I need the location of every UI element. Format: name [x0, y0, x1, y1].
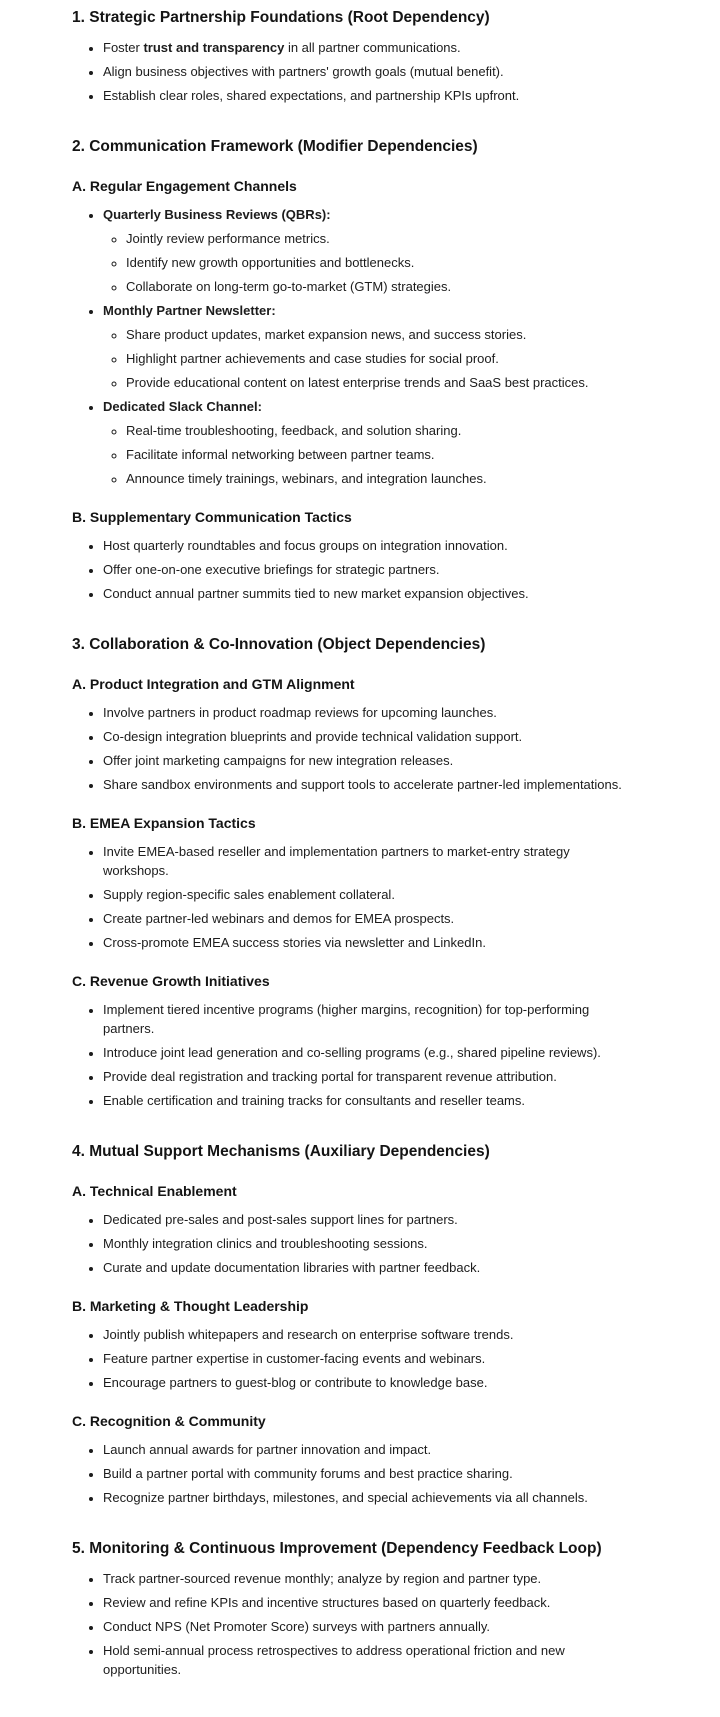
section-1-list	[72, 38, 648, 105]
section-2a-list	[72, 205, 648, 488]
list-item: • Co-design integration blueprints and provide technical validation support.	[103, 727, 648, 746]
list-item: • Host quarterly roundtables and focus groups on integration innovation.	[103, 536, 648, 555]
section-4c-list	[72, 1440, 648, 1507]
list-item-group	[103, 301, 648, 392]
sub-list-item: ◦ Share product updates, market expansion news, and success stories.	[126, 325, 648, 344]
bold-text: trust and transparency	[143, 40, 285, 55]
sub-list-item: ◦ Real-time troubleshooting, feedback, and solution sharing.	[126, 421, 648, 440]
list-item: • Establish clear roles, shared expectations, and partnership KPIs upfront.	[103, 86, 648, 105]
list-item: • Build a partner portal with community forums and best practice sharing.	[103, 1464, 648, 1483]
sub-list-item: ◦ Identify new growth opportunities and bottlenecks.	[126, 253, 648, 272]
list-item: • Encourage partners to guest-blog or contribute to knowledge base.	[103, 1373, 648, 1392]
list-item: • Track partner-sourced revenue monthly; analyze by region and partner type.	[103, 1569, 648, 1588]
section-4c-heading: C. Recognition & Community	[72, 1413, 266, 1429]
sub-list-item: ◦ Announce timely trainings, webinars, and integration launches.	[126, 469, 648, 488]
list-item: • Involve partners in product roadmap reviews for upcoming launches.	[103, 703, 648, 722]
sub-list-item: ◦ Provide educational content on latest enterprise trends and SaaS best practices.	[126, 373, 648, 392]
list-item: • Dedicated pre-sales and post-sales support lines for partners.	[103, 1210, 648, 1229]
section-4b-list	[72, 1325, 648, 1392]
section-2b-heading: B. Supplementary Communication Tactics	[72, 509, 352, 525]
section-5-heading: 5. Monitoring & Continuous Improvement (Dependency Feedback Loop)	[72, 1540, 602, 1557]
section-4b-heading: B. Marketing & Thought Leadership	[72, 1298, 309, 1314]
list-item: • Share sandbox environments and support tools to accelerate partner-led implementations.	[103, 775, 648, 794]
sub-list-item: ◦ Jointly review performance metrics.	[126, 229, 648, 248]
section-5-list	[72, 1569, 648, 1679]
section-3c-heading: C. Revenue Growth Initiatives	[72, 973, 270, 989]
group-label: Monthly Partner Newsletter:	[103, 303, 276, 318]
section-3b-heading: B. EMEA Expansion Tactics	[72, 815, 256, 831]
section-3b-list	[72, 842, 648, 952]
list-item: • Launch annual awards for partner innovation and impact.	[103, 1440, 648, 1459]
list-item: • Feature partner expertise in customer-facing events and webinars.	[103, 1349, 648, 1368]
group-label: Quarterly Business Reviews (QBRs):	[103, 207, 331, 222]
section-1-heading: 1. Strategic Partnership Foundations (Root Dependency)	[72, 9, 490, 26]
list-item: • Offer joint marketing campaigns for new integration releases.	[103, 751, 648, 770]
list-item: • Provide deal registration and tracking portal for transparent revenue attribution.	[103, 1067, 648, 1086]
list-item: • Align business objectives with partners' growth goals (mutual benefit).	[103, 62, 648, 81]
sub-list-item: ◦ Highlight partner achievements and case studies for social proof.	[126, 349, 648, 368]
list-item: • Hold semi-annual process retrospectives to address operational friction and new opportunities.	[103, 1641, 623, 1679]
section-3-heading: 3. Collaboration & Co-Innovation (Object Dependencies)	[72, 636, 486, 653]
section-2a-heading: A. Regular Engagement Channels	[72, 178, 297, 194]
section-3a-heading: A. Product Integration and GTM Alignment	[72, 676, 355, 692]
list-item: • Conduct annual partner summits tied to new market expansion objectives.	[103, 584, 648, 603]
list-item-group	[103, 397, 648, 488]
sub-list-item: ◦ Facilitate informal networking between partner teams.	[126, 445, 648, 464]
list-item: • Introduce joint lead generation and co-selling programs (e.g., shared pipeline reviews).	[103, 1043, 648, 1062]
group-label: Dedicated Slack Channel:	[103, 399, 262, 414]
list-item: • Monthly integration clinics and troubleshooting sessions.	[103, 1234, 648, 1253]
sub-list	[103, 421, 648, 488]
section-4-heading: 4. Mutual Support Mechanisms (Auxiliary Dependencies)	[72, 1143, 490, 1160]
list-item-group	[103, 205, 648, 296]
list-item-text: in all partner communications.	[284, 40, 461, 55]
sub-list	[103, 325, 648, 392]
list-item: • Cross-promote EMEA success stories via newsletter and LinkedIn.	[103, 933, 648, 952]
list-item: • Supply region-specific sales enablement collateral.	[103, 885, 648, 904]
sub-list	[103, 229, 648, 296]
section-3a-list	[72, 703, 648, 794]
list-item: • Review and refine KPIs and incentive structures based on quarterly feedback.	[103, 1593, 648, 1612]
list-item: • Curate and update documentation libraries with partner feedback.	[103, 1258, 648, 1277]
section-2-heading: 2. Communication Framework (Modifier Dependencies)	[72, 138, 478, 155]
section-3c-list	[72, 1000, 648, 1110]
list-item	[103, 38, 648, 57]
list-item: • Jointly publish whitepapers and research on enterprise software trends.	[103, 1325, 648, 1344]
list-item: • Offer one-on-one executive briefings for strategic partners.	[103, 560, 648, 579]
section-4a-list	[72, 1210, 648, 1277]
sub-list-item: ◦ Collaborate on long-term go-to-market (GTM) strategies.	[126, 277, 648, 296]
list-item-text: Foster	[103, 40, 144, 55]
list-item: • Enable certification and training tracks for consultants and reseller teams.	[103, 1091, 648, 1110]
section-2b-list	[72, 536, 648, 603]
list-item: • Implement tiered incentive programs (higher margins, recognition) for top-performing partners.	[103, 1000, 623, 1038]
section-4a-heading: A. Technical Enablement	[72, 1183, 237, 1199]
list-item: • Conduct NPS (Net Promoter Score) surveys with partners annually.	[103, 1617, 648, 1636]
list-item: • Create partner-led webinars and demos for EMEA prospects.	[103, 909, 648, 928]
list-item: • Recognize partner birthdays, milestones, and special achievements via all channels.	[103, 1488, 648, 1507]
list-item: • Invite EMEA-based reseller and implementation partners to market-entry strategy workshops.	[103, 842, 613, 880]
